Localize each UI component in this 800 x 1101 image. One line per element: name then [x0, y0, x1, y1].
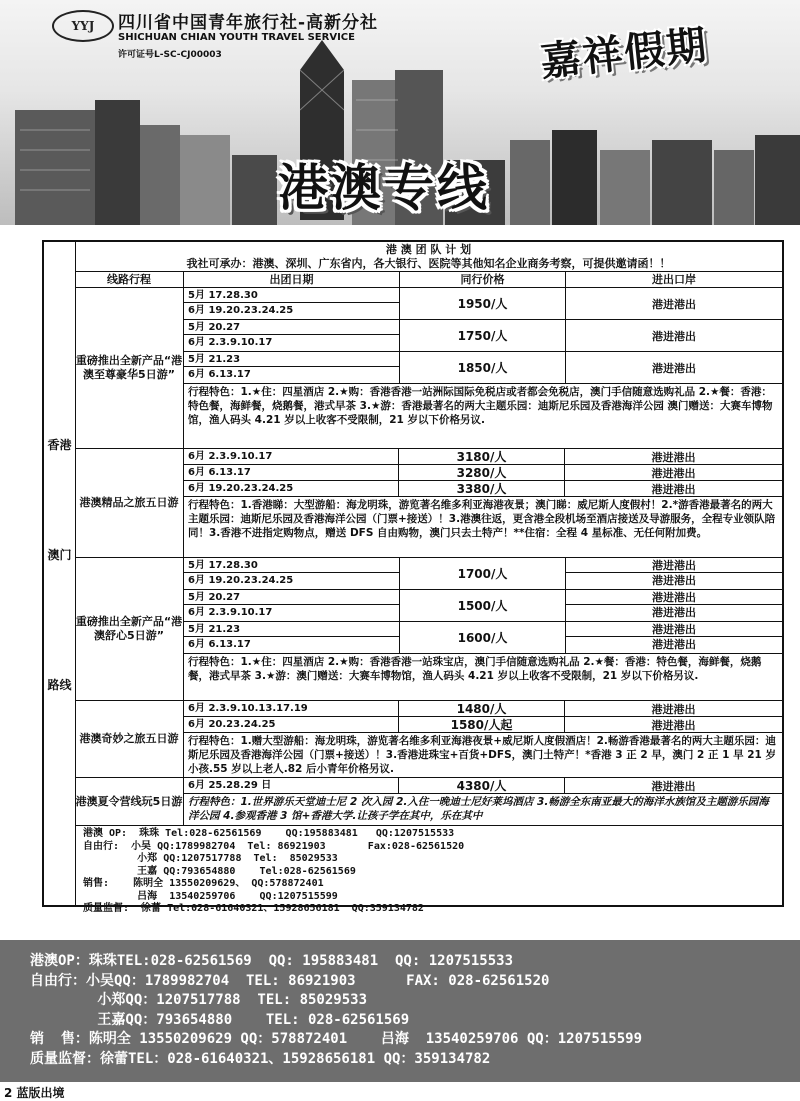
price: 1950/人: [400, 288, 566, 319]
table-header-row: [75, 272, 782, 288]
side-label-macau: 澳门: [47, 548, 72, 562]
table-row: [184, 622, 782, 654]
departure-date: 5月 20.27: [184, 590, 399, 605]
port: 港进港出: [652, 638, 696, 651]
port: 港进港出: [651, 779, 696, 793]
route-name: 重磅推出全新产品“港澳至尊豪华5日游”: [75, 288, 184, 448]
port: 港进港出: [652, 297, 696, 311]
table-row: [184, 465, 782, 481]
route-group: [75, 288, 782, 449]
route-group: [75, 449, 782, 558]
table-subtitle: 我社可承办：港澳、深圳、广东省内，各大银行、医院等其他知名企业商务考察，可提供邀请函！！: [186, 257, 671, 270]
footer-contact-text: 港澳OP：珠珠TEL:028-62561569 QQ: 195883481 QQ: 1207515533 自由行：小吴QQ：1789982704 TEL: 86921903 FAX: 028-62561520 小郑QQ：1207517788 TEL: 85029533 王嘉QQ：793654880 TEL: 028-62561569 销 售：陈明全 13550209629 QQ：578872401 吕海 13540259706 QQ：1207515599 质量监督：徐蕾TEL：028-61640321、15928656181 QQ：359134782: [30, 953, 643, 1067]
route-name: 港澳夏令营线玩5日游: [75, 778, 184, 825]
port: 港进港出: [566, 558, 782, 573]
table-row: [184, 590, 782, 622]
route-group: [75, 558, 782, 701]
itinerary-notes: 行程特色：1.★住：四星酒店 2.★购：香港香港一站洲际国际免税店或者都会免税店，澳门手信随意选购礼品 2.★餐：香港：特色餐，海鲜餐，烧鹅餐，港式早茶 3.★游：香港最著名的两大主题乐园：迪斯尼乐园及香港海洋公园 澳门赠送：大赛车博物馆，渔人码头 4.21 岁以上收客不受限制，21 岁以下价格另议.: [188, 386, 773, 426]
table-row: [184, 717, 782, 733]
column-header: 进出口岸: [652, 273, 696, 286]
column-header: 线路行程: [75, 272, 184, 287]
departure-date: 6月 2.3.9.10.17: [188, 337, 273, 348]
table-title-row: [75, 242, 782, 272]
price: 4380/人: [399, 778, 565, 793]
departure-date: 6月 19.20.23.24.25: [188, 575, 294, 586]
page-number: 2 蓝版出境: [4, 1086, 65, 1100]
price: 1600/人: [400, 622, 566, 653]
column-header: 出团日期: [184, 272, 400, 287]
price: 1750/人: [400, 320, 566, 351]
route-name: 港澳精品之旅五日游: [75, 449, 184, 557]
departure-date: 5月 20.27: [184, 320, 399, 335]
departure-date: 6月 25.28.29 日: [184, 778, 399, 793]
itinerary-notes: 行程特色：1.赠大型游船：海龙明珠，游览著名维多利亚海港夜景+威尼斯人度假酒店！2.畅游香港最著名的两大主题乐园：迪斯尼乐园及香港海洋公园（门票+接送）！3.香港进珠宝+百货+DFS，澳门土特产！*香港 3 正 2 早，澳门 2 正 1 早 21 岁小孩.55 岁以上老人.82 后小青年价格另议.: [188, 735, 777, 775]
port: 港进港出: [566, 590, 782, 605]
agency-name-en: SHICHUAN CHIAN YOUTH TRAVEL SERVICE: [118, 32, 355, 43]
port: 港进港出: [566, 622, 782, 637]
side-label-hk: 香港: [47, 438, 72, 452]
departure-date: 5月 21.23: [184, 352, 399, 367]
port: 港进港出: [652, 329, 696, 343]
port: 港进港出: [652, 361, 696, 375]
table-row: [184, 449, 782, 465]
port: 港进港出: [652, 574, 696, 587]
agency-logo: [52, 10, 114, 42]
route-group: [75, 778, 782, 826]
header-banner: [0, 0, 800, 225]
departure-date: 5月 17.28.30: [184, 558, 399, 573]
table-row: [184, 778, 782, 794]
departure-date: 6月 2.3.9.10.17: [188, 607, 273, 618]
table-row: [184, 481, 782, 497]
departure-date: 6月 6.13.17: [188, 639, 251, 650]
port: 港进港出: [651, 702, 696, 716]
agency-license: 许可证号L-SC-CJ00003: [118, 50, 222, 60]
price: 1580/人起: [399, 717, 565, 732]
departure-date: 6月 2.3.9.10.13.17.19: [184, 701, 399, 716]
price: 1700/人: [400, 558, 566, 589]
port: 港进港出: [651, 718, 696, 732]
table-row: [184, 288, 782, 320]
table-row: [184, 352, 782, 384]
departure-date: 6月 19.20.23.24.25: [184, 481, 399, 496]
route-name: 港澳奇妙之旅五日游: [75, 701, 184, 777]
contact-list: 港澳 OP: 珠珠 Tel:028-62561569 QQ:195883481 QQ:1207515533 自由行: 小吴 QQ:1789982704 Tel: 86921903 Fax:028-62561520 小郑 QQ:1207517788 Tel: 85029533 王嘉 QQ:793654880 Tel:028-62561569 销售: 陈明全 13550209629、 QQ:578872401 吕海 13540259706 QQ:1207515599 质量监督: 徐蕾 Tel:028-61640321、15928656181 QQ:359134782: [83, 828, 465, 914]
agency-name-cn: 四川省中国青年旅行社-高新分社: [118, 13, 379, 33]
route-name: 重磅推出全新产品“港澳舒心5日游”: [75, 558, 184, 700]
departure-date: 6月 6.13.17: [184, 465, 399, 480]
port: 港进港出: [651, 466, 696, 480]
departure-date: 6月 20.23.24.25: [184, 717, 399, 732]
route-group: [75, 701, 782, 778]
departure-date: 6月 2.3.9.10.17: [184, 449, 399, 464]
headline: 港澳专线: [278, 159, 490, 217]
price: 3380/人: [399, 481, 565, 496]
itinerary-notes: 行程特色：1.世界游乐天堂迪士尼 2 次入园 2.入住一晚迪士尼好莱坞酒店 3.畅游全东南亚最大的海洋水族馆及主题游乐园海洋公园 4.参观香港 3 馆+香港大学.让孩子学在其中，乐在其中: [188, 796, 769, 822]
departure-date: 6月 19.20.23.24.25: [188, 305, 294, 316]
port: 港进港出: [651, 450, 696, 464]
price: 1850/人: [400, 352, 566, 383]
table-row: [184, 701, 782, 717]
footer-contacts: [0, 940, 800, 1082]
table-row: [184, 558, 782, 590]
departure-date: 5月 17.28.30: [184, 288, 399, 303]
table-title: 港 澳 团 队 计 划: [385, 243, 472, 256]
side-label-column: [44, 242, 76, 905]
price: 3180/人: [399, 449, 565, 464]
brand-title: 嘉祥假期: [538, 22, 711, 86]
price: 1500/人: [400, 590, 566, 621]
departure-date: 5月 21.23: [184, 622, 399, 637]
logo-text: YYJ: [71, 19, 95, 33]
column-header: 同行价格: [400, 272, 566, 287]
departure-date: 6月 6.13.17: [188, 369, 251, 380]
itinerary-table: [42, 240, 784, 914]
itinerary-notes: 行程特色：1.★住：四星酒店 2.★购：香港香港一站珠宝店，澳门手信随意选购礼品 2.★餐：香港：特色餐，海鲜餐，烧鹅餐，港式早茶 3.★游：澳门赠送：大赛车博物馆，渔人码头 4.21 岁以上收客不受限制，21 岁以下价格另议.: [188, 656, 762, 682]
price: 1480/人: [399, 701, 565, 716]
itinerary-notes: 行程特色：1.香港睇：大型游船：海龙明珠，游览著名维多利亚海港夜景；澳门睇：威尼斯人度假村！2.*游香港最著名的两大主题乐园：迪斯尼乐园及香港海洋公园（门票+接送）！3.港澳往返，更含港全段机场至酒店接送及导游服务，全程专业领队陪同！3.香港不进指定购物点，赠送 DFS 自由购物，澳门只去土特产！**住宿：全程 4 星标准、无任何附加费。: [188, 499, 776, 539]
table-row: [184, 320, 782, 352]
price: 3280/人: [399, 465, 565, 480]
port: 港进港出: [652, 606, 696, 619]
port: 港进港出: [651, 482, 696, 496]
side-label-route: 路线: [47, 678, 72, 692]
